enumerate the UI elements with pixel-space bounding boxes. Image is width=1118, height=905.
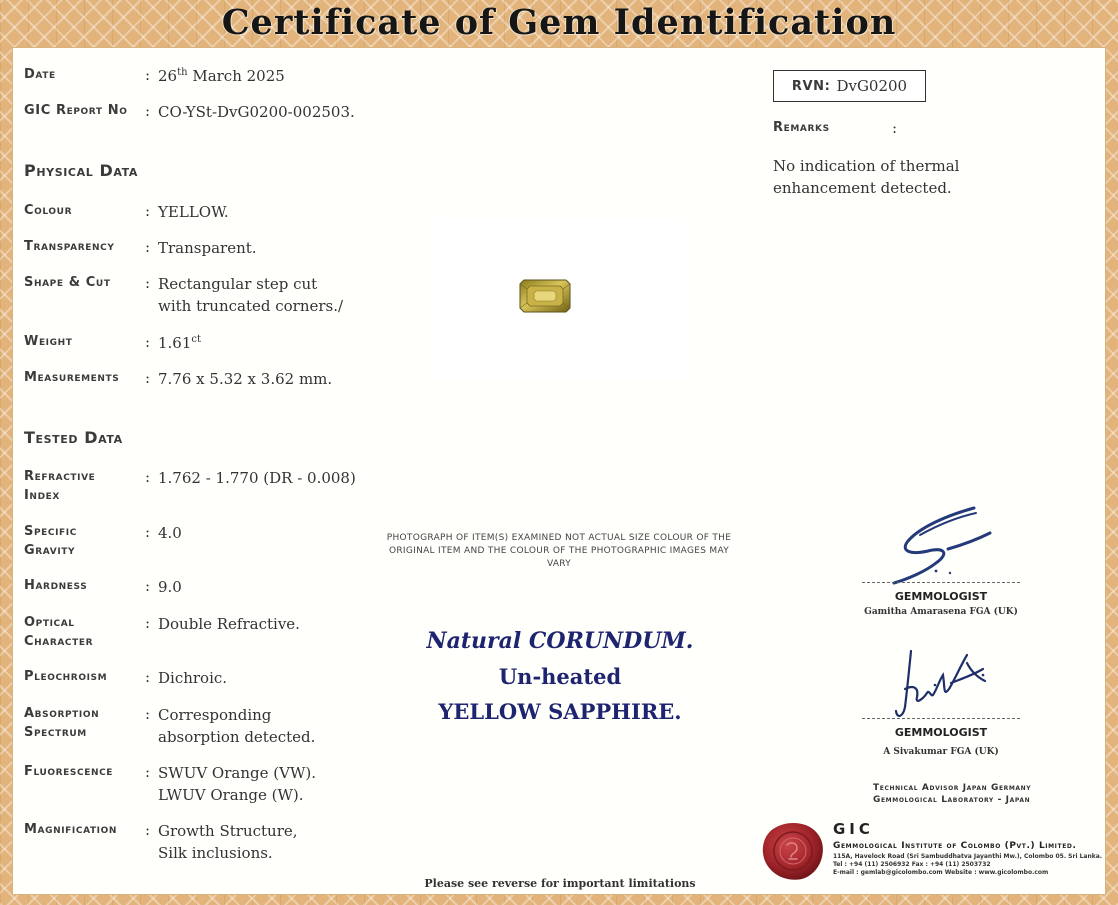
certificate-title: Certificate of Gem Identification [221, 2, 897, 43]
row-value: Corresponding absorption detected. [158, 706, 316, 746]
row-label: Weight [24, 334, 73, 349]
row-label: Absorption Spectrum [24, 706, 100, 740]
limitations-note: Please see reverse for important limitations [424, 877, 696, 890]
photo-disclaimer: PHOTOGRAPH OF ITEM(S) EXAMINED NOT ACTUAL SIZE COLOUR OF THE ORIGINAL ITEM AND THE COLOUR OF THE PHOTOGRAPHIC IMAGES MAY VARY [386, 533, 732, 569]
tested-data-heading: Tested Data [24, 428, 123, 447]
colon: : [145, 763, 151, 781]
advisor-line-1: Technical Advisor Japan Germany [873, 783, 1032, 793]
colon: : [145, 202, 151, 220]
gemmologist-signature-1 [888, 505, 993, 585]
lab-address: 115A, Havelock Road (Sri Sambuddhatva Jayanthi Mw.), Colombo 05. Sri Lanka. [833, 853, 1103, 860]
rvn-box [773, 70, 926, 102]
remarks-text: No indication of thermal enhancement detected. [773, 157, 960, 197]
row-label: Magnification [24, 822, 118, 837]
conclusion-variety: YELLOW SAPPHIRE. [438, 699, 682, 724]
conclusion-treatment: Un-heated [498, 664, 622, 689]
row-label: Transparency [24, 239, 115, 254]
lab-phone: Tel : +94 (11) 2506932 Fax : +94 (11) 2503732 [833, 861, 991, 868]
gemmologist-name-1: Gamitha Amarasena FGA (UK) [864, 607, 1018, 617]
colon: : [145, 369, 151, 387]
colon: : [145, 274, 151, 292]
date-suffix: th [177, 67, 188, 78]
conclusion-species: Natural CORUNDUM. [426, 628, 694, 654]
row-value: 4.0 [158, 524, 182, 542]
row-value: 7.76 x 5.32 x 3.62 mm. [158, 370, 333, 388]
colon: : [892, 119, 898, 137]
colon: : [145, 333, 151, 351]
technical-advisor [873, 782, 1073, 806]
row-label: Pleochroism [24, 669, 108, 684]
row-label: Fluorescence [24, 764, 114, 779]
lab-abbreviation: GIC [833, 820, 874, 838]
row-value: SWUV Orange (VW). LWUV Orange (W). [158, 764, 316, 804]
report-no-value: CO-YSt-DvG0200-002503. [158, 103, 355, 121]
row-value: Growth Structure, Silk inclusions. [158, 822, 298, 862]
row-label: Colour [24, 203, 73, 218]
date-month-year: March 2025 [187, 67, 285, 85]
lab-contact [833, 853, 1113, 877]
row-value: 1.762 - 1.770 (DR - 0.008) [158, 469, 356, 487]
lab-web: E-mail : gemlab@gicolombo.com Website : www.gicolombo.com [833, 869, 1049, 876]
date-label: Date [24, 67, 56, 82]
gem-photo [519, 279, 571, 313]
colon: : [145, 102, 151, 120]
colon: : [145, 523, 151, 541]
weight-value: 1.61 [158, 334, 192, 352]
lab-wax-seal-icon [761, 821, 825, 881]
colon: : [145, 66, 151, 84]
gemmologist-title-1: GEMMOLOGIST [894, 590, 988, 603]
remarks-label: Remarks [773, 120, 830, 135]
row-label: Specific Gravity [24, 524, 77, 558]
row-label: Optical Character [24, 615, 94, 649]
colon: : [145, 238, 151, 256]
row-label: Shape & Cut [24, 275, 111, 290]
date-value [158, 65, 368, 87]
signature-line [862, 718, 1020, 719]
date-day: 26 [158, 67, 178, 85]
row-value: Double Refractive. [158, 615, 300, 633]
row-value: 9.0 [158, 578, 182, 596]
row-value [158, 332, 368, 354]
colon: : [145, 577, 151, 595]
colon: : [145, 468, 151, 486]
gemmologist-name-2: A Sivakumar FGA (UK) [883, 747, 999, 757]
colon: : [145, 614, 151, 632]
report-no-label: GIC Report No [24, 103, 128, 118]
row-value: Rectangular step cut with truncated corners./ [158, 275, 344, 315]
gemmologist-title-2: GEMMOLOGIST [894, 726, 988, 739]
physical-data-heading: Physical Data [24, 161, 138, 180]
weight-unit: ct [191, 334, 202, 345]
row-value: YELLOW. [158, 203, 229, 221]
rvn-value: DvG0200 [836, 77, 908, 95]
row-label: Refractive Index [24, 469, 96, 503]
lab-name: Gemmological Institute of Colombo (Pvt.) Limited. [833, 841, 1077, 851]
gemmologist-signature-2 [893, 645, 991, 721]
signature-line [862, 582, 1020, 583]
colon: : [145, 705, 151, 723]
row-value: Dichroic. [158, 669, 228, 687]
colon: : [145, 821, 151, 839]
colon: : [145, 668, 151, 686]
row-value: Transparent. [158, 239, 257, 257]
advisor-line-2: Gemmological Laboratory - Japan [873, 795, 1031, 805]
rvn-label: RVN: [791, 78, 831, 94]
row-label: Measurements [24, 370, 120, 385]
row-label: Hardness [24, 578, 88, 593]
